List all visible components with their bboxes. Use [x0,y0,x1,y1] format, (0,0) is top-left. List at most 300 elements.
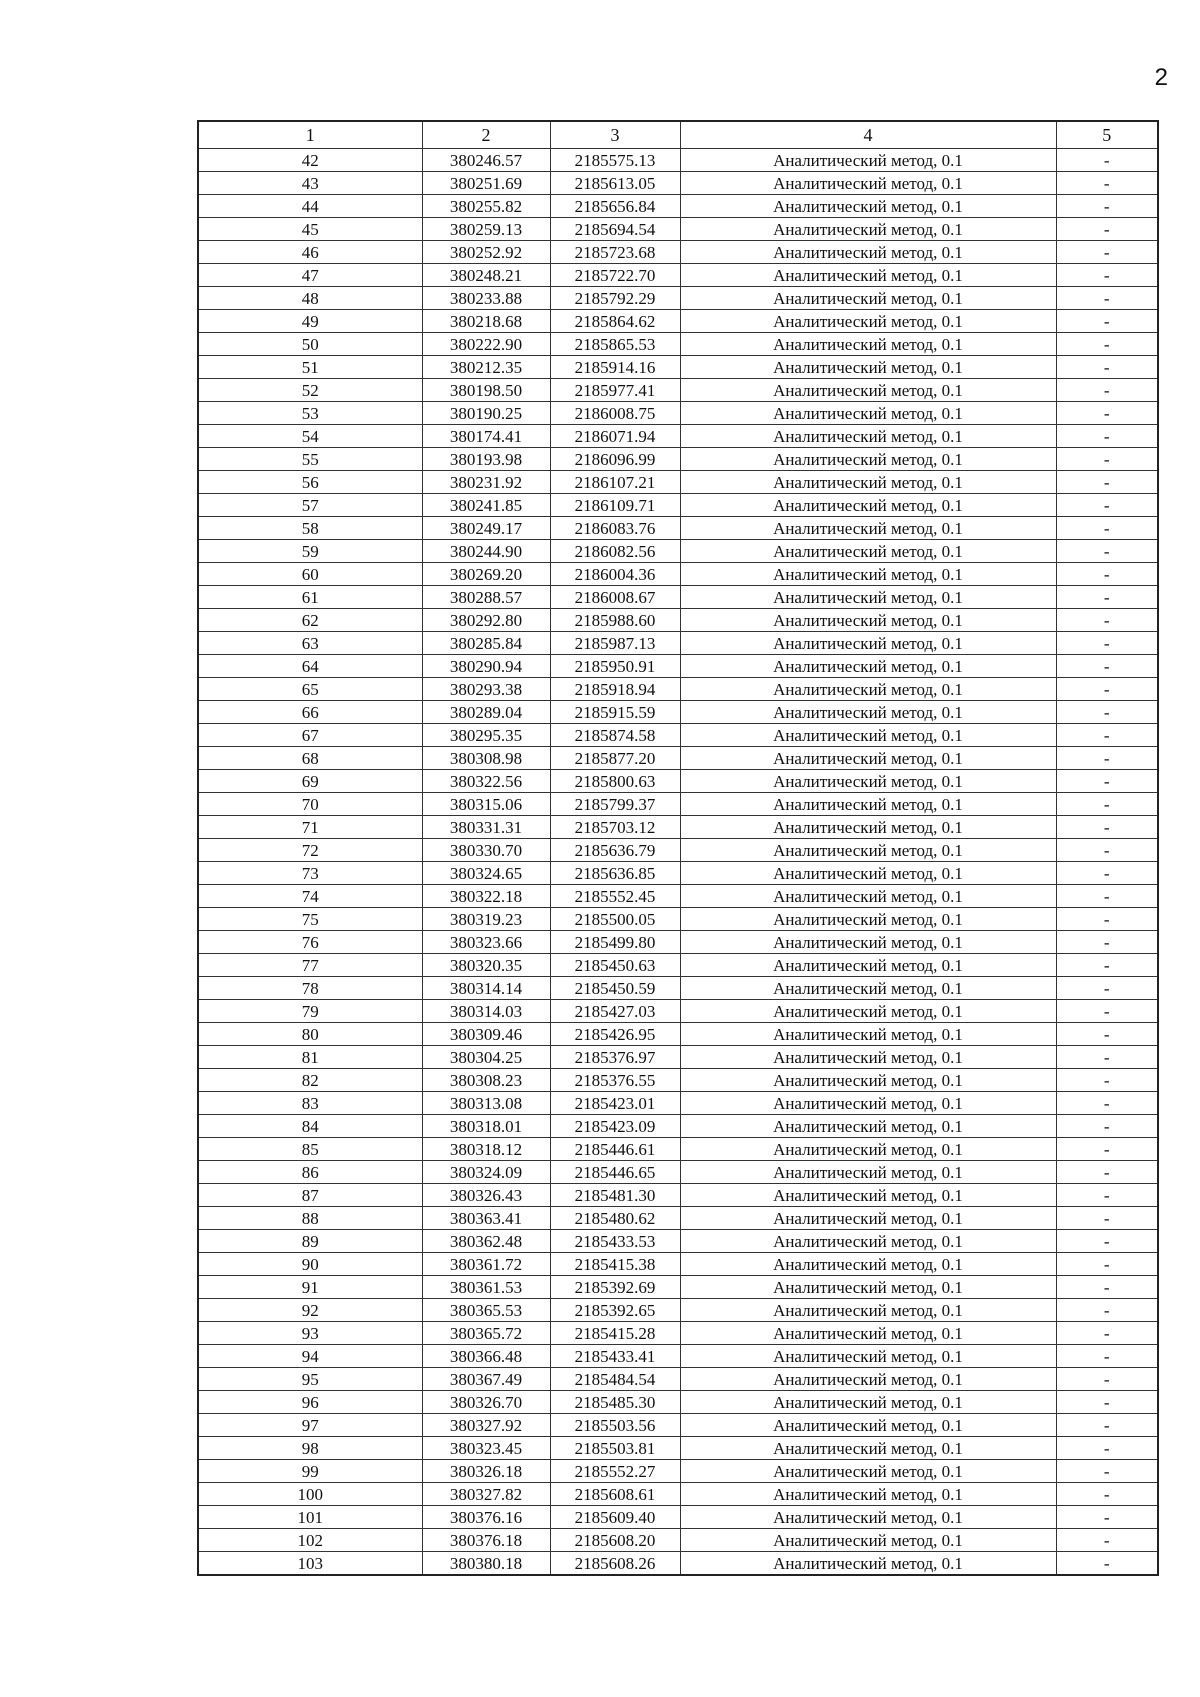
cell-y-coordinate: 2185415.38 [550,1253,680,1276]
cell-point-number: 53 [198,402,422,425]
cell-description: - [1056,149,1158,172]
cell-description: - [1056,1138,1158,1161]
cell-point-number: 82 [198,1069,422,1092]
table-row [198,931,1158,954]
cell-description: - [1056,1506,1158,1529]
cell-point-number: 100 [198,1483,422,1506]
cell-y-coordinate: 2185703.12 [550,816,680,839]
cell-method: Аналитический метод, 0.1 [680,264,1056,287]
table-row [198,1023,1158,1046]
table-row [198,1207,1158,1230]
cell-x-coordinate: 380315.06 [422,793,550,816]
table-row [198,1276,1158,1299]
cell-x-coordinate: 380363.41 [422,1207,550,1230]
cell-point-number: 43 [198,172,422,195]
table-row [198,632,1158,655]
cell-y-coordinate: 2185481.30 [550,1184,680,1207]
cell-y-coordinate: 2186096.99 [550,448,680,471]
table-row [198,1391,1158,1414]
cell-y-coordinate: 2185722.70 [550,264,680,287]
cell-point-number: 60 [198,563,422,586]
cell-y-coordinate: 2185415.28 [550,1322,680,1345]
cell-point-number: 83 [198,1092,422,1115]
cell-x-coordinate: 380322.18 [422,885,550,908]
cell-point-number: 101 [198,1506,422,1529]
cell-description: - [1056,1069,1158,1092]
cell-point-number: 71 [198,816,422,839]
table-row [198,1345,1158,1368]
cell-point-number: 62 [198,609,422,632]
table-row [198,1138,1158,1161]
cell-y-coordinate: 2185575.13 [550,149,680,172]
table-row [198,1437,1158,1460]
cell-description: - [1056,724,1158,747]
table-row [198,448,1158,471]
cell-x-coordinate: 380320.35 [422,954,550,977]
cell-x-coordinate: 380292.80 [422,609,550,632]
cell-point-number: 93 [198,1322,422,1345]
table-row [198,885,1158,908]
table-row [198,839,1158,862]
cell-description: - [1056,1345,1158,1368]
cell-description: - [1056,701,1158,724]
cell-point-number: 77 [198,954,422,977]
cell-y-coordinate: 2185918.94 [550,678,680,701]
cell-y-coordinate: 2185950.91 [550,655,680,678]
cell-x-coordinate: 380318.12 [422,1138,550,1161]
cell-y-coordinate: 2185423.09 [550,1115,680,1138]
cell-y-coordinate: 2186082.56 [550,540,680,563]
cell-description: - [1056,908,1158,931]
cell-method: Аналитический метод, 0.1 [680,1529,1056,1552]
cell-description: - [1056,1368,1158,1391]
table-row [198,310,1158,333]
cell-x-coordinate: 380361.72 [422,1253,550,1276]
cell-point-number: 45 [198,218,422,241]
cell-point-number: 79 [198,1000,422,1023]
cell-description: - [1056,816,1158,839]
cell-x-coordinate: 380376.16 [422,1506,550,1529]
table-row [198,1161,1158,1184]
cell-method: Аналитический метод, 0.1 [680,977,1056,1000]
table-row [198,1368,1158,1391]
cell-y-coordinate: 2185450.59 [550,977,680,1000]
cell-y-coordinate: 2185915.59 [550,701,680,724]
table-row [198,816,1158,839]
cell-description: - [1056,1161,1158,1184]
cell-x-coordinate: 380324.65 [422,862,550,885]
cell-method: Аналитический метод, 0.1 [680,632,1056,655]
cell-x-coordinate: 380244.90 [422,540,550,563]
cell-description: - [1056,425,1158,448]
table-row [198,333,1158,356]
cell-x-coordinate: 380285.84 [422,632,550,655]
cell-point-number: 81 [198,1046,422,1069]
cell-point-number: 78 [198,977,422,1000]
cell-y-coordinate: 2185376.55 [550,1069,680,1092]
table-row [198,425,1158,448]
cell-point-number: 102 [198,1529,422,1552]
cell-x-coordinate: 380198.50 [422,379,550,402]
column-header-x: 2 [422,121,550,149]
table-row [198,1529,1158,1552]
cell-x-coordinate: 380319.23 [422,908,550,931]
cell-point-number: 89 [198,1230,422,1253]
cell-y-coordinate: 2185799.37 [550,793,680,816]
cell-point-number: 95 [198,1368,422,1391]
cell-y-coordinate: 2185450.63 [550,954,680,977]
cell-description: - [1056,977,1158,1000]
cell-method: Аналитический метод, 0.1 [680,1161,1056,1184]
cell-description: - [1056,885,1158,908]
cell-point-number: 73 [198,862,422,885]
cell-point-number: 85 [198,1138,422,1161]
cell-description: - [1056,1483,1158,1506]
cell-method: Аналитический метод, 0.1 [680,586,1056,609]
cell-y-coordinate: 2185636.85 [550,862,680,885]
cell-y-coordinate: 2185694.54 [550,218,680,241]
cell-description: - [1056,563,1158,586]
cell-y-coordinate: 2185552.45 [550,885,680,908]
cell-x-coordinate: 380308.98 [422,747,550,770]
cell-y-coordinate: 2185427.03 [550,1000,680,1023]
cell-method: Аналитический метод, 0.1 [680,517,1056,540]
cell-description: - [1056,448,1158,471]
cell-method: Аналитический метод, 0.1 [680,172,1056,195]
cell-y-coordinate: 2185865.53 [550,333,680,356]
cell-method: Аналитический метод, 0.1 [680,471,1056,494]
cell-x-coordinate: 380324.09 [422,1161,550,1184]
cell-method: Аналитический метод, 0.1 [680,379,1056,402]
cell-point-number: 58 [198,517,422,540]
table-row [198,195,1158,218]
cell-x-coordinate: 380218.68 [422,310,550,333]
cell-point-number: 88 [198,1207,422,1230]
cell-x-coordinate: 380361.53 [422,1276,550,1299]
cell-method: Аналитический метод, 0.1 [680,724,1056,747]
table-row [198,264,1158,287]
cell-x-coordinate: 380323.45 [422,1437,550,1460]
cell-description: - [1056,1460,1158,1483]
cell-description: - [1056,218,1158,241]
cell-y-coordinate: 2185480.62 [550,1207,680,1230]
cell-x-coordinate: 380323.66 [422,931,550,954]
cell-point-number: 49 [198,310,422,333]
table-header-row [198,121,1158,149]
cell-method: Аналитический метод, 0.1 [680,1345,1056,1368]
cell-point-number: 67 [198,724,422,747]
table-row [198,379,1158,402]
cell-method: Аналитический метод, 0.1 [680,1069,1056,1092]
cell-description: - [1056,1092,1158,1115]
cell-x-coordinate: 380231.92 [422,471,550,494]
cell-point-number: 64 [198,655,422,678]
table-row [198,287,1158,310]
cell-y-coordinate: 2185446.61 [550,1138,680,1161]
cell-description: - [1056,540,1158,563]
cell-x-coordinate: 380190.25 [422,402,550,425]
cell-method: Аналитический метод, 0.1 [680,241,1056,264]
cell-x-coordinate: 380327.82 [422,1483,550,1506]
cell-x-coordinate: 380362.48 [422,1230,550,1253]
cell-x-coordinate: 380309.46 [422,1023,550,1046]
cell-x-coordinate: 380222.90 [422,333,550,356]
cell-y-coordinate: 2185499.80 [550,931,680,954]
cell-description: - [1056,839,1158,862]
cell-x-coordinate: 380318.01 [422,1115,550,1138]
cell-method: Аналитический метод, 0.1 [680,770,1056,793]
cell-x-coordinate: 380322.56 [422,770,550,793]
table-row [198,1253,1158,1276]
cell-method: Аналитический метод, 0.1 [680,1506,1056,1529]
cell-x-coordinate: 380248.21 [422,264,550,287]
table-row [198,1069,1158,1092]
cell-method: Аналитический метод, 0.1 [680,1230,1056,1253]
cell-y-coordinate: 2186008.75 [550,402,680,425]
cell-method: Аналитический метод, 0.1 [680,839,1056,862]
table-row [198,977,1158,1000]
cell-y-coordinate: 2186071.94 [550,425,680,448]
cell-x-coordinate: 380288.57 [422,586,550,609]
cell-x-coordinate: 380326.18 [422,1460,550,1483]
cell-description: - [1056,678,1158,701]
table-row [198,402,1158,425]
table-row [198,241,1158,264]
table-row [198,1092,1158,1115]
table-row [198,954,1158,977]
cell-y-coordinate: 2186008.67 [550,586,680,609]
coordinates-table [197,120,1159,1576]
table-row [198,678,1158,701]
cell-x-coordinate: 380269.20 [422,563,550,586]
cell-y-coordinate: 2185426.95 [550,1023,680,1046]
cell-method: Аналитический метод, 0.1 [680,563,1056,586]
cell-point-number: 92 [198,1299,422,1322]
cell-description: - [1056,1391,1158,1414]
cell-y-coordinate: 2185376.97 [550,1046,680,1069]
cell-x-coordinate: 380249.17 [422,517,550,540]
cell-y-coordinate: 2185877.20 [550,747,680,770]
cell-y-coordinate: 2185608.26 [550,1552,680,1576]
cell-description: - [1056,287,1158,310]
cell-point-number: 86 [198,1161,422,1184]
table-row [198,701,1158,724]
cell-x-coordinate: 380252.92 [422,241,550,264]
cell-method: Аналитический метод, 0.1 [680,287,1056,310]
cell-point-number: 51 [198,356,422,379]
cell-y-coordinate: 2185874.58 [550,724,680,747]
cell-x-coordinate: 380241.85 [422,494,550,517]
cell-point-number: 59 [198,540,422,563]
cell-method: Аналитический метод, 0.1 [680,609,1056,632]
cell-y-coordinate: 2185988.60 [550,609,680,632]
table-row [198,793,1158,816]
cell-method: Аналитический метод, 0.1 [680,1092,1056,1115]
cell-method: Аналитический метод, 0.1 [680,1253,1056,1276]
cell-y-coordinate: 2185433.41 [550,1345,680,1368]
cell-description: - [1056,1207,1158,1230]
cell-method: Аналитический метод, 0.1 [680,1207,1056,1230]
cell-method: Аналитический метод, 0.1 [680,885,1056,908]
cell-x-coordinate: 380293.38 [422,678,550,701]
cell-description: - [1056,241,1158,264]
cell-method: Аналитический метод, 0.1 [680,678,1056,701]
table-row [198,609,1158,632]
cell-description: - [1056,609,1158,632]
cell-description: - [1056,1253,1158,1276]
cell-y-coordinate: 2185484.54 [550,1368,680,1391]
cell-method: Аналитический метод, 0.1 [680,1299,1056,1322]
cell-x-coordinate: 380366.48 [422,1345,550,1368]
cell-method: Аналитический метод, 0.1 [680,1023,1056,1046]
cell-method: Аналитический метод, 0.1 [680,356,1056,379]
cell-point-number: 48 [198,287,422,310]
cell-method: Аналитический метод, 0.1 [680,494,1056,517]
table-row [198,1322,1158,1345]
cell-y-coordinate: 2186107.21 [550,471,680,494]
cell-x-coordinate: 380295.35 [422,724,550,747]
cell-x-coordinate: 380289.04 [422,701,550,724]
cell-x-coordinate: 380193.98 [422,448,550,471]
cell-description: - [1056,1322,1158,1345]
cell-y-coordinate: 2185792.29 [550,287,680,310]
cell-point-number: 94 [198,1345,422,1368]
cell-method: Аналитический метод, 0.1 [680,1368,1056,1391]
cell-x-coordinate: 380314.14 [422,977,550,1000]
cell-description: - [1056,1184,1158,1207]
cell-description: - [1056,1046,1158,1069]
cell-method: Аналитический метод, 0.1 [680,908,1056,931]
cell-method: Аналитический метод, 0.1 [680,218,1056,241]
cell-method: Аналитический метод, 0.1 [680,1483,1056,1506]
table-row [198,1115,1158,1138]
cell-description: - [1056,195,1158,218]
cell-y-coordinate: 2185433.53 [550,1230,680,1253]
cell-point-number: 44 [198,195,422,218]
cell-description: - [1056,356,1158,379]
cell-y-coordinate: 2185608.61 [550,1483,680,1506]
cell-point-number: 52 [198,379,422,402]
cell-point-number: 54 [198,425,422,448]
cell-description: - [1056,1437,1158,1460]
cell-point-number: 55 [198,448,422,471]
cell-point-number: 69 [198,770,422,793]
cell-x-coordinate: 380304.25 [422,1046,550,1069]
cell-point-number: 90 [198,1253,422,1276]
cell-x-coordinate: 380259.13 [422,218,550,241]
table-body [198,149,1158,1576]
cell-point-number: 103 [198,1552,422,1576]
cell-y-coordinate: 2186004.36 [550,563,680,586]
cell-point-number: 87 [198,1184,422,1207]
page-number: 2 [1154,64,1168,91]
cell-x-coordinate: 380251.69 [422,172,550,195]
cell-method: Аналитический метод, 0.1 [680,1437,1056,1460]
cell-point-number: 98 [198,1437,422,1460]
cell-description: - [1056,1276,1158,1299]
column-header-point-number: 1 [198,121,422,149]
table-row [198,1506,1158,1529]
table-row [198,517,1158,540]
cell-method: Аналитический метод, 0.1 [680,931,1056,954]
cell-x-coordinate: 380365.72 [422,1322,550,1345]
cell-y-coordinate: 2185392.69 [550,1276,680,1299]
table-row [198,1184,1158,1207]
cell-x-coordinate: 380255.82 [422,195,550,218]
cell-x-coordinate: 380326.70 [422,1391,550,1414]
table-row [198,770,1158,793]
cell-x-coordinate: 380331.31 [422,816,550,839]
table-row [198,1552,1158,1576]
cell-method: Аналитический метод, 0.1 [680,954,1056,977]
cell-description: - [1056,1299,1158,1322]
table-row [198,494,1158,517]
cell-description: - [1056,655,1158,678]
cell-x-coordinate: 380233.88 [422,287,550,310]
cell-x-coordinate: 380376.18 [422,1529,550,1552]
cell-y-coordinate: 2185977.41 [550,379,680,402]
cell-method: Аналитический метод, 0.1 [680,701,1056,724]
cell-point-number: 91 [198,1276,422,1299]
cell-method: Аналитический метод, 0.1 [680,655,1056,678]
table-row [198,471,1158,494]
cell-description: - [1056,862,1158,885]
cell-y-coordinate: 2185552.27 [550,1460,680,1483]
cell-y-coordinate: 2185392.65 [550,1299,680,1322]
cell-method: Аналитический метод, 0.1 [680,310,1056,333]
cell-description: - [1056,1552,1158,1576]
cell-y-coordinate: 2185500.05 [550,908,680,931]
cell-y-coordinate: 2185914.16 [550,356,680,379]
table-row [198,862,1158,885]
cell-point-number: 68 [198,747,422,770]
cell-description: - [1056,747,1158,770]
cell-y-coordinate: 2185503.56 [550,1414,680,1437]
cell-method: Аналитический метод, 0.1 [680,1322,1056,1345]
cell-x-coordinate: 380313.08 [422,1092,550,1115]
cell-description: - [1056,402,1158,425]
cell-y-coordinate: 2185485.30 [550,1391,680,1414]
cell-point-number: 56 [198,471,422,494]
cell-method: Аналитический метод, 0.1 [680,149,1056,172]
column-header-description: 5 [1056,121,1158,149]
cell-method: Аналитический метод, 0.1 [680,793,1056,816]
table-row [198,1046,1158,1069]
cell-description: - [1056,793,1158,816]
cell-description: - [1056,1529,1158,1552]
cell-point-number: 63 [198,632,422,655]
cell-description: - [1056,517,1158,540]
cell-point-number: 61 [198,586,422,609]
cell-point-number: 74 [198,885,422,908]
cell-point-number: 84 [198,1115,422,1138]
cell-point-number: 97 [198,1414,422,1437]
cell-x-coordinate: 380326.43 [422,1184,550,1207]
cell-description: - [1056,586,1158,609]
cell-method: Аналитический метод, 0.1 [680,333,1056,356]
cell-method: Аналитический метод, 0.1 [680,816,1056,839]
cell-point-number: 99 [198,1460,422,1483]
table-row [198,1460,1158,1483]
cell-y-coordinate: 2185446.65 [550,1161,680,1184]
cell-y-coordinate: 2185723.68 [550,241,680,264]
cell-x-coordinate: 380314.03 [422,1000,550,1023]
cell-description: - [1056,471,1158,494]
table-row [198,1483,1158,1506]
cell-description: - [1056,1414,1158,1437]
cell-method: Аналитический метод, 0.1 [680,1276,1056,1299]
table-row [198,540,1158,563]
